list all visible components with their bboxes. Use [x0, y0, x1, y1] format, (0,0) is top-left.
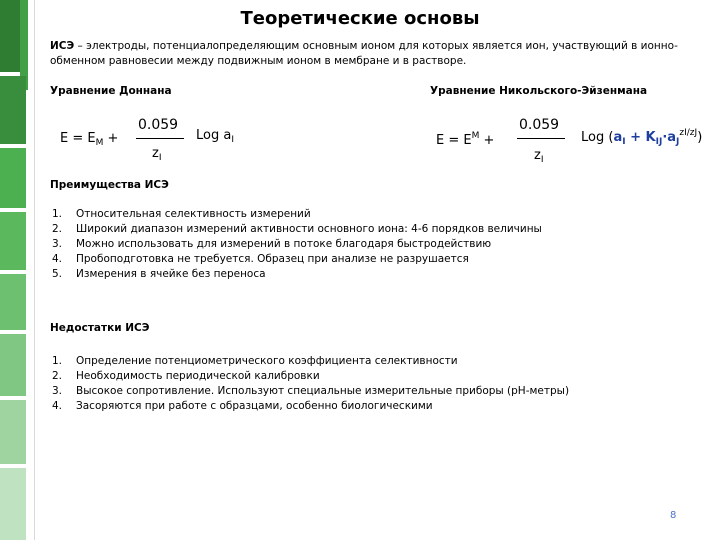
advantages-heading: Преимущества ИСЭ — [50, 179, 169, 191]
list-item: 2. Необходимость периодической калибровки — [52, 370, 320, 382]
sidebar-block — [0, 76, 26, 144]
nikolsky-numerator: 0.059 — [519, 117, 560, 133]
intro-term: ИСЭ — [50, 40, 75, 52]
intro-text: – электроды, потенциалопределяющим основным ионом для которых является ион, участвующий в ионно-обменном равновесии между подвижным ионом в мембране и в растворе. — [50, 40, 678, 67]
nikolsky-denominator: $z_I$ — [534, 148, 544, 165]
page-title: Теоретические основы — [240, 8, 480, 29]
page-number: 8 — [670, 510, 677, 521]
donnan-fraction-bar — [136, 138, 184, 139]
list-item: 3. Высокое сопротивление. Используют специальные измерительные приборы (рН-метры) — [52, 385, 570, 397]
disadvantages-list — [52, 354, 569, 414]
list-item: 4. Пробоподготовка не требуется. Образец при анализе не разрушается — [52, 253, 469, 265]
donnan-denominator: $z_I$ — [152, 146, 162, 163]
list-item: 1. Определение потенциометрического коэффициента селективности — [52, 355, 458, 367]
sidebar-block — [0, 148, 26, 208]
advantages-list — [52, 207, 542, 282]
sidebar-block — [0, 400, 26, 464]
nikolsky-log: Log $(a_I + K_{IJ}\cdot a_J^{zI/zJ})$ — [581, 128, 703, 147]
sidebar-block — [0, 468, 26, 540]
donnan-numerator: 0.059 — [138, 117, 179, 133]
nikolsky-fraction-bar — [517, 138, 565, 139]
nikolsky-heading: Уравнение Никольского-Эйзенмана — [430, 85, 648, 97]
donnan-heading: Уравнение Доннана — [50, 85, 172, 97]
disadvantages-heading: Недостатки ИСЭ — [50, 322, 150, 334]
intro-paragraph — [50, 39, 690, 69]
sidebar-block — [0, 334, 26, 396]
donnan-log: Log $a_I$ — [196, 128, 234, 145]
donnan-lhs: $E = E_M$ + — [60, 131, 119, 148]
list-item: 5. Измерения в ячейке без переноса — [52, 268, 266, 280]
slide-divider — [34, 0, 35, 540]
list-item: 3. Можно использовать для измерений в потоке благодаря быстродействию — [52, 238, 492, 250]
sidebar-block — [0, 212, 26, 270]
decorative-sidebar — [0, 0, 28, 540]
sidebar-block — [0, 274, 26, 330]
list-item: 4. Засоряются при работе с образцами, особенно биологическими — [52, 400, 433, 412]
list-item: 1. Относительная селективность измерений — [52, 208, 311, 220]
nikolsky-lhs: $E = E^M$ + — [436, 131, 495, 148]
list-item: 2. Широкий диапазон измерений активности основного иона: 4-6 порядков величины — [52, 223, 542, 235]
